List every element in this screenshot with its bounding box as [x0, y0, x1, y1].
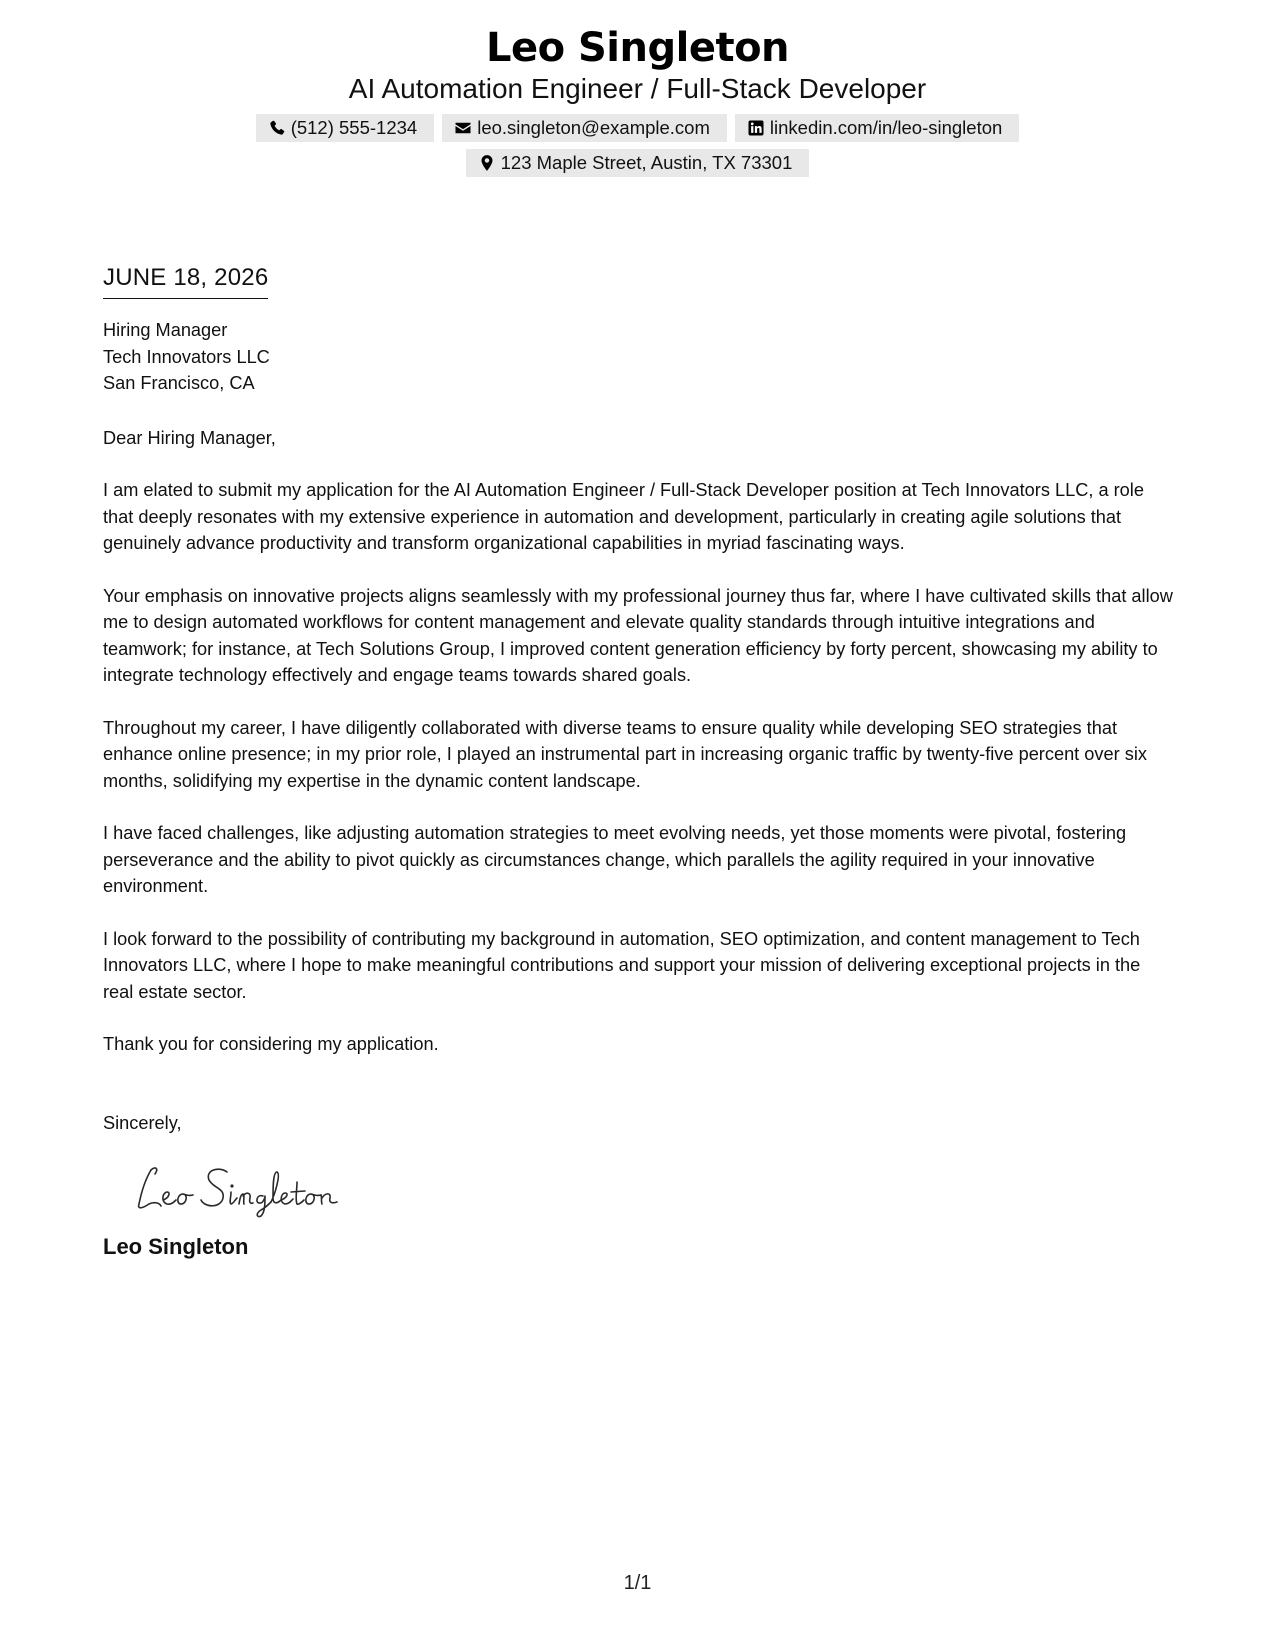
page-number: 1/1 [623, 1572, 652, 1594]
signer-name: Leo Singleton [103, 1234, 249, 1259]
contact-email[interactable] [442, 114, 727, 142]
thank-you-line: Thank you for considering my application. [103, 1034, 439, 1054]
address-text: 123 Maple Street, Austin, TX 73301 [500, 152, 793, 173]
phone-icon [268, 119, 286, 137]
body-paragraph: I am elated to submit my application for the AI Automation Engineer / Full-Stack Developer position at Tech Innovators LLC, a role that deeply resonates with my extensive experience in automation and development, particularly in creating agile solutions that genuinely advance productivity and transform organizational capabilities in myriad fascinating ways. [103, 480, 1144, 553]
linkedin-text: linkedin.com/in/leo-singleton [769, 117, 1003, 138]
contact-linkedin[interactable] [735, 114, 1019, 142]
contact-row-primary [0, 114, 1275, 142]
recipient-block [103, 317, 1173, 397]
letter-body [103, 262, 1173, 1262]
applicant-title: AI Automation Engineer / Full-Stack Developer [348, 73, 927, 104]
phone-text: (512) 555-1234 [290, 117, 418, 138]
email-text: leo.singleton@example.com [477, 117, 710, 138]
envelope-icon [454, 119, 472, 137]
linkedin-icon [747, 119, 765, 137]
closing: Sincerely, [103, 1112, 182, 1133]
applicant-name: Leo Singleton [485, 25, 790, 71]
map-pin-icon [478, 154, 496, 172]
letter-date: JUNE 18, 2026 [103, 262, 268, 299]
letter-header [0, 22, 1275, 177]
body-paragraph: I look forward to the possibility of contributing my background in automation, SEO optimization, and content management to Tech Innovators LLC, where I hope to make meaningful contributions and support your mission of delivering exceptional projects in the real estate sector. [103, 928, 1141, 1002]
recipient-line: San Francisco, CA [103, 373, 255, 393]
contact-address [466, 149, 810, 177]
contact-phone[interactable] [256, 114, 435, 142]
recipient-line: Hiring Manager [103, 320, 228, 340]
recipient-line: Tech Innovators LLC [103, 346, 270, 367]
contact-row-secondary [0, 149, 1275, 177]
salutation: Dear Hiring Manager, [103, 427, 276, 448]
body-paragraph: I have faced challenges, like adjusting automation strategies to meet evolving needs, yet those moments were pivotal, fostering perseverance and the ability to pivot quickly as circumstances change, which parallels the agility required in your innovative environment. [103, 823, 1127, 896]
body-paragraph: Throughout my career, I have diligently collaborated with diverse teams to ensure quality while developing SEO strategies that enhance online presence; in my prior role, I played an instrumental part in increasing organic traffic by twenty-five percent over six months, solidifying my expertise in the dynamic content landscape. [103, 717, 1147, 791]
body-paragraph: Your emphasis on innovative projects aligns seamlessly with my professional journey thus far, where I have cultivated skills that allow me to design automated workflows for content management and elevate quality standards through intuitive integrations and teamwork; for instance, at Tech Solutions Group, I improved content generation efficiency by forty percent, showcasing my ability to integrate technology effectively and engage teams towards shared goals. [103, 585, 1173, 685]
handwritten-signature [131, 1158, 361, 1218]
signature-graphic [131, 1158, 361, 1218]
